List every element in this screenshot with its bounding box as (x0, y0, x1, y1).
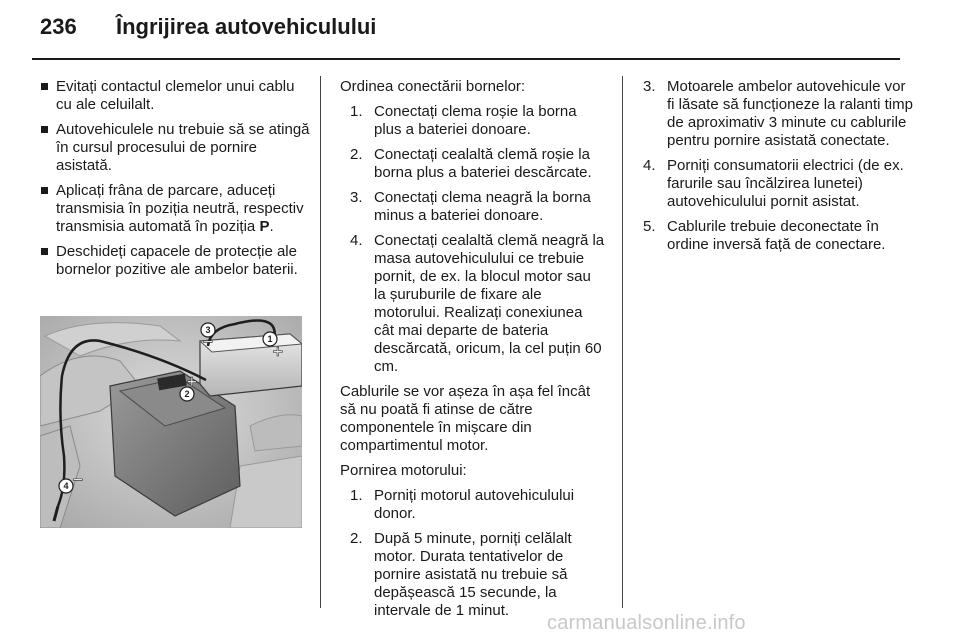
list-item-text: Autovehiculele nu trebuie să se atingă în cursul procesului de pornire asistată. (56, 121, 310, 174)
column-divider (320, 76, 321, 608)
gear-position-p: P (259, 218, 270, 235)
list-item (643, 78, 913, 150)
step-text: Cablurile trebuie deconectate în ordine inversă față de conectare. (667, 218, 886, 253)
battery-jump-start-illustration (40, 316, 302, 528)
page-number: 236 (40, 14, 77, 39)
step-number: 4. (643, 157, 656, 174)
list-item-text: Deschideți capacele de protecție ale bornelor pozitive ale ambelor baterii. (56, 243, 298, 278)
step-text: Motoarele ambelor autovehicule vor fi lăsate să funcționeze la ralanti timp de aproximativ 3 minute cu cablurile pentru pornire asistată conectate. (667, 78, 913, 149)
list-item (40, 121, 310, 175)
connection-steps (340, 103, 605, 376)
minus-sign-3: − (202, 334, 214, 350)
column-3 (643, 78, 913, 261)
header-rule (32, 58, 900, 60)
step-text: Conectați clema neagră la borna minus a bateriei donoare. (374, 189, 591, 224)
minus-sign-4: − (72, 472, 84, 488)
step-number: 2. (350, 530, 363, 547)
callout-2-text: 2 (184, 389, 190, 399)
list-item (40, 182, 310, 236)
step-text: Conectați cealaltă clemă roșie la borna plus a bateriei descărcate. (374, 146, 592, 181)
continued-steps (643, 78, 913, 254)
column-divider (622, 76, 623, 608)
list-item-text: Evitați contactul clemelor unui cablu cu ale celuilalt. (56, 78, 295, 113)
callout-4-text: 4 (63, 481, 69, 491)
step-number: 1. (350, 103, 363, 120)
step-number: 3. (643, 78, 656, 95)
engine-start-steps (340, 487, 605, 620)
watermark: carmanualsonline.info (547, 612, 746, 634)
list-item (340, 232, 605, 376)
column-2 (340, 78, 605, 627)
step-number: 4. (350, 232, 363, 249)
step-text: Conectați clema roșie la borna plus a bateriei donoare. (374, 103, 577, 138)
callout-1-text: 1 (267, 334, 273, 344)
list-item-text: . (269, 218, 274, 235)
step-text: Porniți motorul autovehiculului donor. (374, 487, 575, 522)
step-text: Conectați cealaltă clemă neagră la masa autovehiculului ce trebuie pornit, de ex. la blocul motor sau la șuruburile de fixare ale motorului. Realizați conexiunea cât mai departe de bateria descărcată, oricum, la cel puțin 60 cm. (374, 232, 605, 375)
step-text: Porniți consumatorii electrici (de ex. farurile sau încălzirea lunetei) autovehiculului pornit asistat. (667, 157, 904, 210)
step-text: După 5 minute, porniți celălalt motor. Durata tentativelor de pornire asistată nu trebuie să depășească 15 secunde, la intervale de 1 minut. (374, 530, 572, 619)
column-1 (40, 78, 310, 286)
list-item (40, 78, 310, 114)
list-item (40, 243, 310, 279)
list-item-text: Aplicați frâna de parcare, aduceți transmisia în poziția neutră, respectiv transmisia automată în poziția (56, 182, 304, 235)
plus-sign-1: + (272, 344, 284, 360)
list-item (340, 146, 605, 182)
list-item (643, 157, 913, 211)
engine-start-heading: Pornirea motorului: (340, 462, 467, 479)
connection-order-heading: Ordinea conectării bornelor: (340, 78, 526, 95)
list-item (643, 218, 913, 254)
step-number: 3. (350, 189, 363, 206)
callout-3-text: 3 (205, 325, 211, 335)
step-number: 1. (350, 487, 363, 504)
page-title: Îngrijirea autovehiculului (116, 14, 377, 39)
step-number: 2. (350, 146, 363, 163)
plus-sign-2: + (186, 374, 198, 390)
list-item (340, 487, 605, 523)
precautions-list (40, 78, 310, 279)
cables-note: Cablurile se vor așeza în așa fel încât să nu poată fi atinse de către componentele în mișcare din compartimentul motor. (340, 383, 591, 454)
list-item (340, 530, 605, 620)
list-item (340, 189, 605, 225)
step-number: 5. (643, 218, 656, 235)
list-item (340, 103, 605, 139)
